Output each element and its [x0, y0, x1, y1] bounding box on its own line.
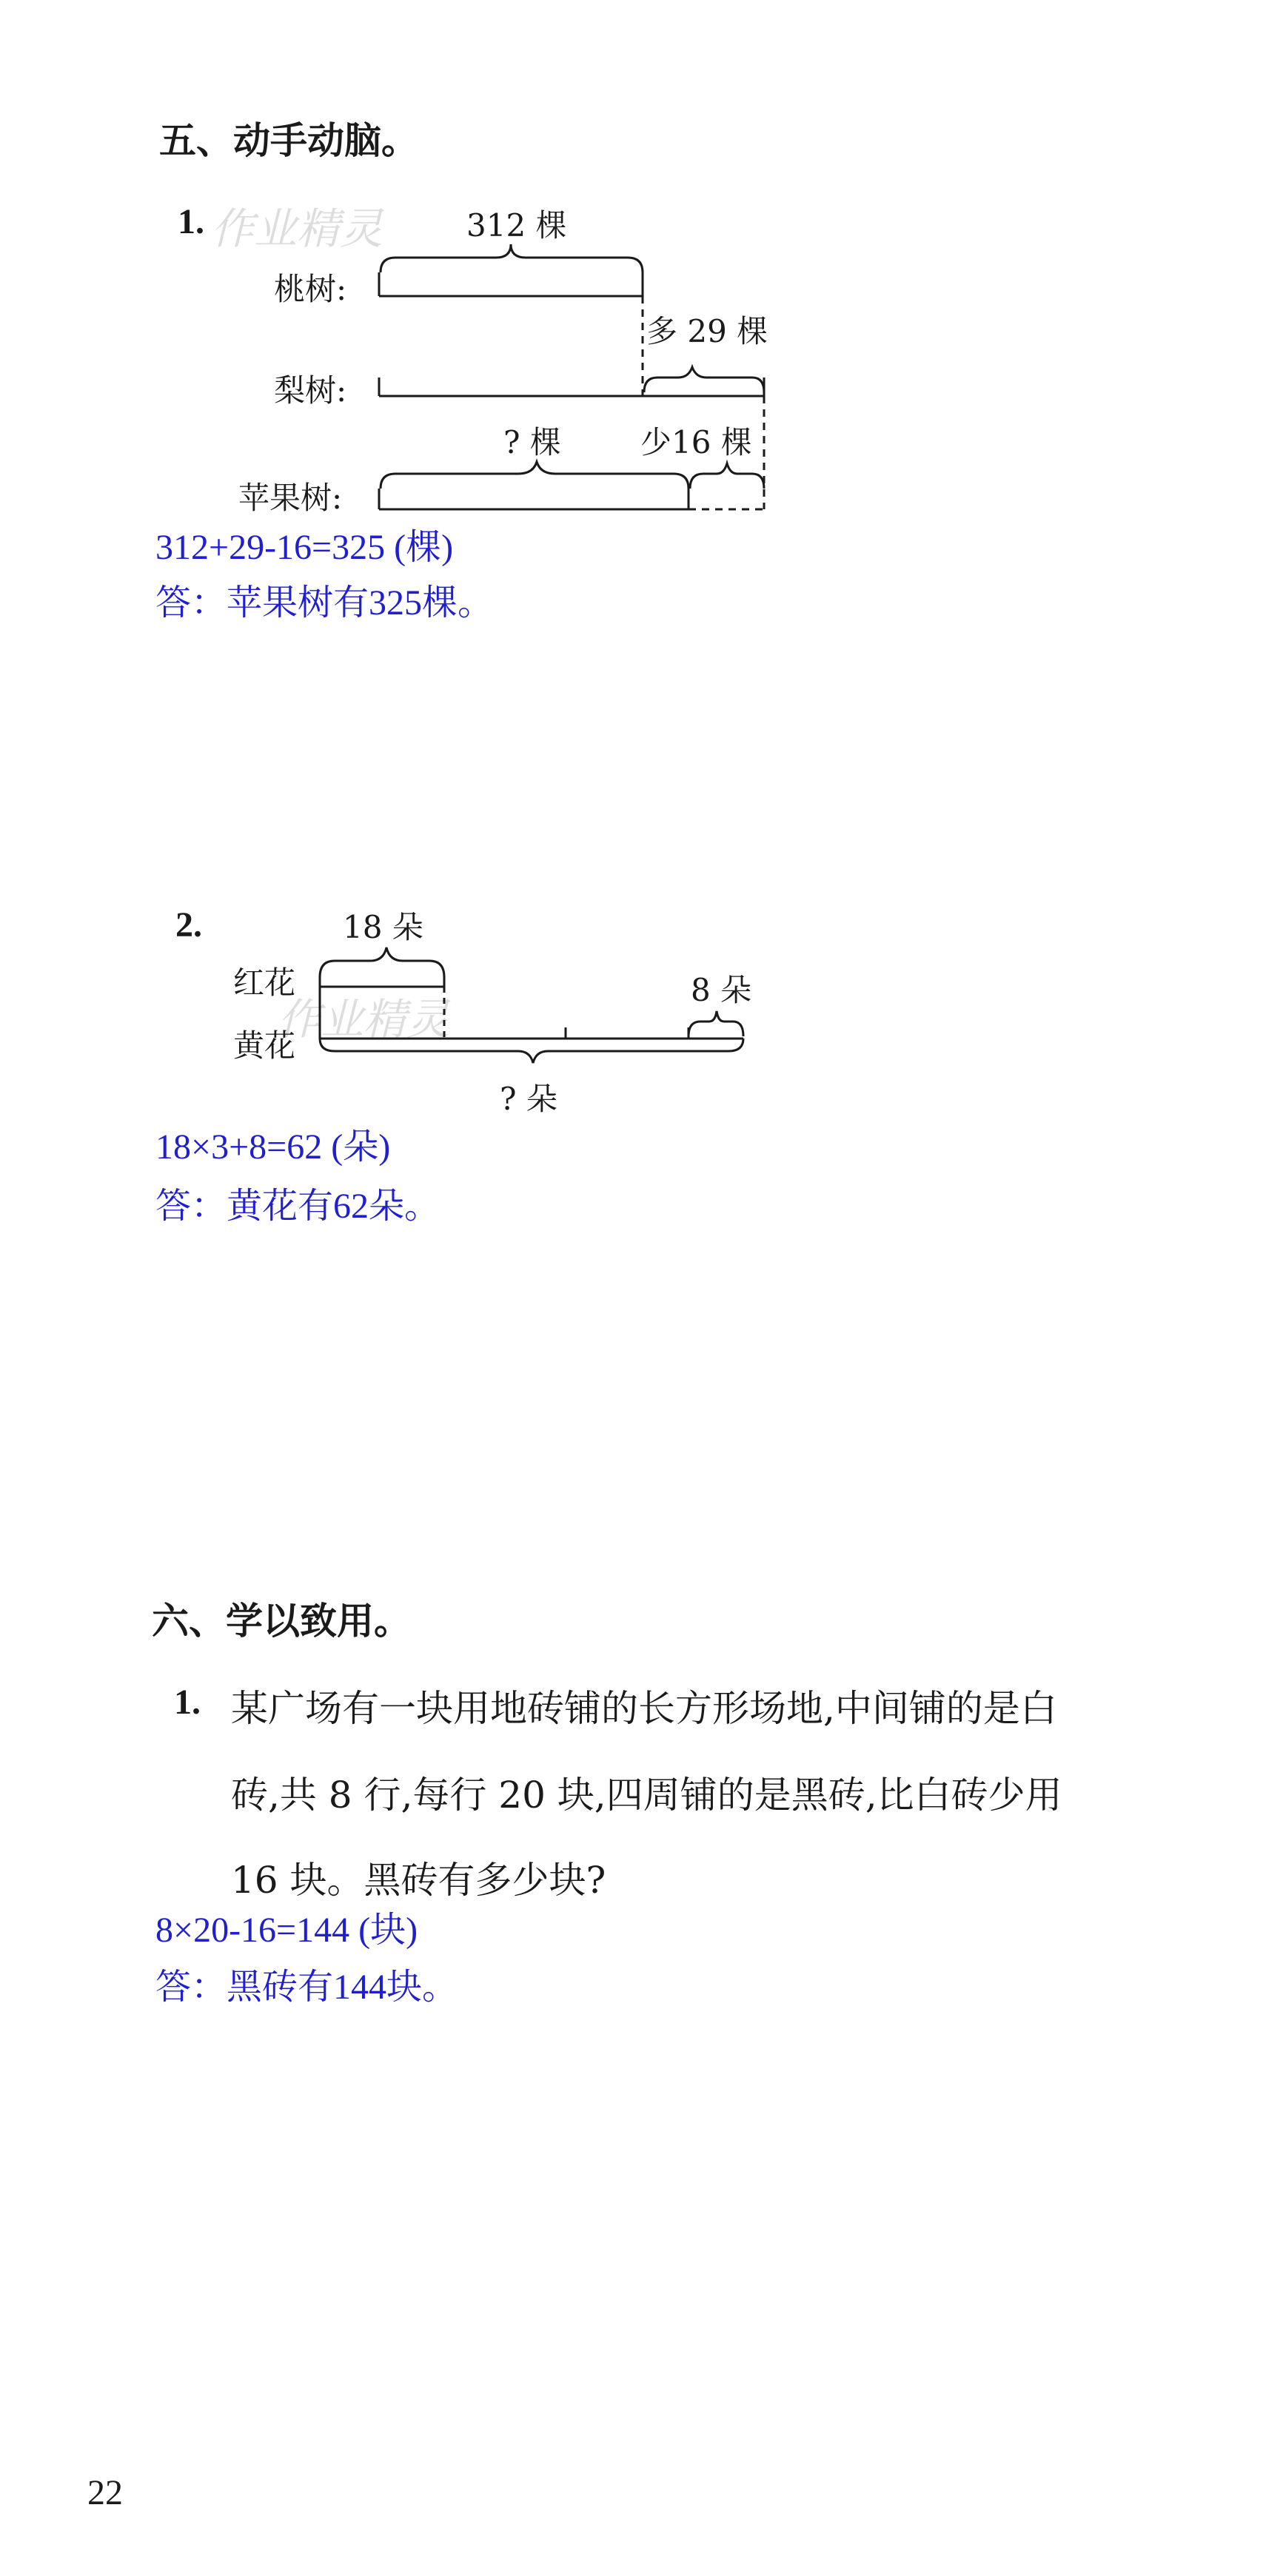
- q2-row-red: 红花: [233, 965, 296, 1001]
- q1-label-question: ? 棵: [503, 424, 561, 460]
- s6-q1-line-3: 16 块。黑砖有多少块?: [231, 1859, 606, 1902]
- q1-apple-bar: [379, 489, 764, 509]
- q1-brace-more: [644, 367, 764, 392]
- s6-q1-line-2: 砖,共 8 行,每行 20 块,四周铺的是黑砖,比白砖少用: [231, 1774, 1062, 1817]
- q2-brace-bottom: [320, 1039, 743, 1063]
- q1-answer-equation: 312+29-16=325 (棵): [155, 528, 454, 567]
- q1-peach-bar: [379, 272, 643, 296]
- q1-label-less: 少16 棵: [640, 424, 752, 460]
- q1-row-peach: 桃树:: [274, 271, 347, 307]
- q1-answer-sentence: 答：苹果树有325棵。: [155, 583, 494, 623]
- q2-answer-sentence: 答：黄花有62朵。: [155, 1187, 440, 1226]
- q2-label-bottom: ? 朵: [500, 1081, 557, 1117]
- q1-brace-question: [381, 462, 689, 489]
- s6-q1-number: 1.: [174, 1683, 201, 1722]
- q1-label-more: 多 29 棵: [646, 313, 768, 349]
- watermark-1: 作业精灵: [211, 204, 383, 254]
- s6-q1-answer-sentence: 答：黑砖有144块。: [155, 1968, 458, 2007]
- q2-label-top: 18 朵: [343, 909, 423, 945]
- q2-answer-equation: 18×3+8=62 (朵): [155, 1127, 391, 1167]
- q1-number: 1.: [178, 202, 204, 241]
- q1-label-total: 312 棵: [466, 207, 567, 244]
- s6-q1-answer-equation: 8×20-16=144 (块): [155, 1911, 418, 1950]
- page-number: 22: [87, 2473, 123, 2512]
- q1-brace-less: [690, 463, 764, 489]
- section-6-title: 六、学以致用。: [152, 1600, 411, 1643]
- section-5-title: 五、动手动脑。: [159, 119, 418, 162]
- q1-pear-bar: [379, 378, 764, 396]
- q2-number: 2.: [175, 905, 202, 945]
- watermark-2: 作业精灵: [278, 994, 450, 1044]
- q1-row-apple: 苹果树:: [238, 480, 343, 516]
- q2-row-yellow: 黄花: [233, 1027, 296, 1064]
- q1-brace-total: [381, 244, 643, 272]
- q2-brace-top: [320, 947, 444, 977]
- q2-red-bar: [320, 977, 444, 987]
- q1-row-pear: 梨树:: [274, 372, 347, 409]
- q2-yellow-bar: [320, 1027, 743, 1039]
- q2-label-right: 8 朵: [691, 972, 752, 1008]
- s6-q1-line-1: 某广场有一块用地砖铺的长方形场地,中间铺的是白: [231, 1687, 1057, 1730]
- q2-brace-right: [689, 1011, 743, 1036]
